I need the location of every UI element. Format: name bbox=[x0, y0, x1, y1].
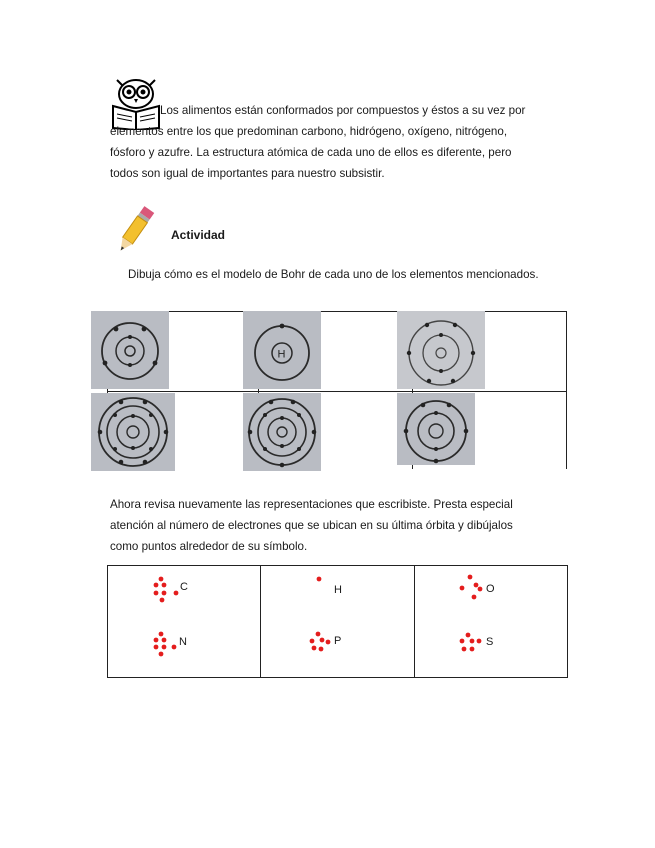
lewis-symbol: N bbox=[179, 636, 187, 648]
followup-line: Ahora revisa nuevamente las representaciones que escribiste. Presta especial bbox=[110, 498, 513, 511]
lewis-cell-sulfur bbox=[458, 632, 498, 662]
intro-line: fósforo y azufre. La estructura atómica de cada uno de ellos es diferente, pero bbox=[110, 146, 512, 159]
lewis-symbol: C bbox=[180, 581, 188, 593]
bohr-sketch-sulfur bbox=[91, 393, 175, 471]
lewis-symbol: S bbox=[486, 636, 494, 648]
activity-instruction: Dibuja cómo es el modelo de Bohr de cada uno de los elementos mencionados. bbox=[128, 268, 539, 281]
bohr-sketch-oxygen bbox=[397, 311, 485, 389]
bohr-sketch-carbon bbox=[91, 311, 169, 389]
intro-line: Los alimentos están conformados por compuestos y éstos a su vez por bbox=[160, 104, 526, 117]
followup-line: como puntos alrededor de su símbolo. bbox=[110, 540, 308, 553]
followup-paragraph bbox=[110, 494, 572, 557]
lewis-table bbox=[107, 565, 568, 678]
lewis-symbol: P bbox=[334, 635, 342, 647]
bohr-sketch-nitrogen bbox=[397, 393, 475, 465]
lewis-cell-nitrogen bbox=[152, 630, 192, 660]
pencil-icon bbox=[112, 205, 158, 255]
activity-heading: Actividad bbox=[171, 228, 226, 242]
bohr-sketch-hydrogen bbox=[243, 311, 321, 389]
bohr-sketch-phosphorus bbox=[243, 393, 321, 471]
followup-line: atención al número de electrones que se ubican en su última órbita y dibújalos bbox=[110, 519, 513, 532]
intro-line: elementos entre los que predominan carbono, hidrógeno, oxígeno, nitrógeno, bbox=[110, 125, 508, 138]
lewis-cell-hydrogen bbox=[314, 575, 354, 605]
lewis-symbol: O bbox=[486, 583, 495, 595]
lewis-cell-carbon bbox=[152, 575, 192, 605]
lewis-symbol: H bbox=[334, 584, 342, 596]
bohr-grid bbox=[107, 311, 567, 469]
intro-line: todos son igual de importantes para nuestro subsistir. bbox=[110, 167, 385, 180]
lewis-cell-oxygen bbox=[458, 573, 508, 603]
lewis-cell-phosphorus bbox=[308, 631, 348, 661]
svg-text:H: H bbox=[277, 348, 286, 361]
intro-paragraph bbox=[110, 100, 572, 184]
